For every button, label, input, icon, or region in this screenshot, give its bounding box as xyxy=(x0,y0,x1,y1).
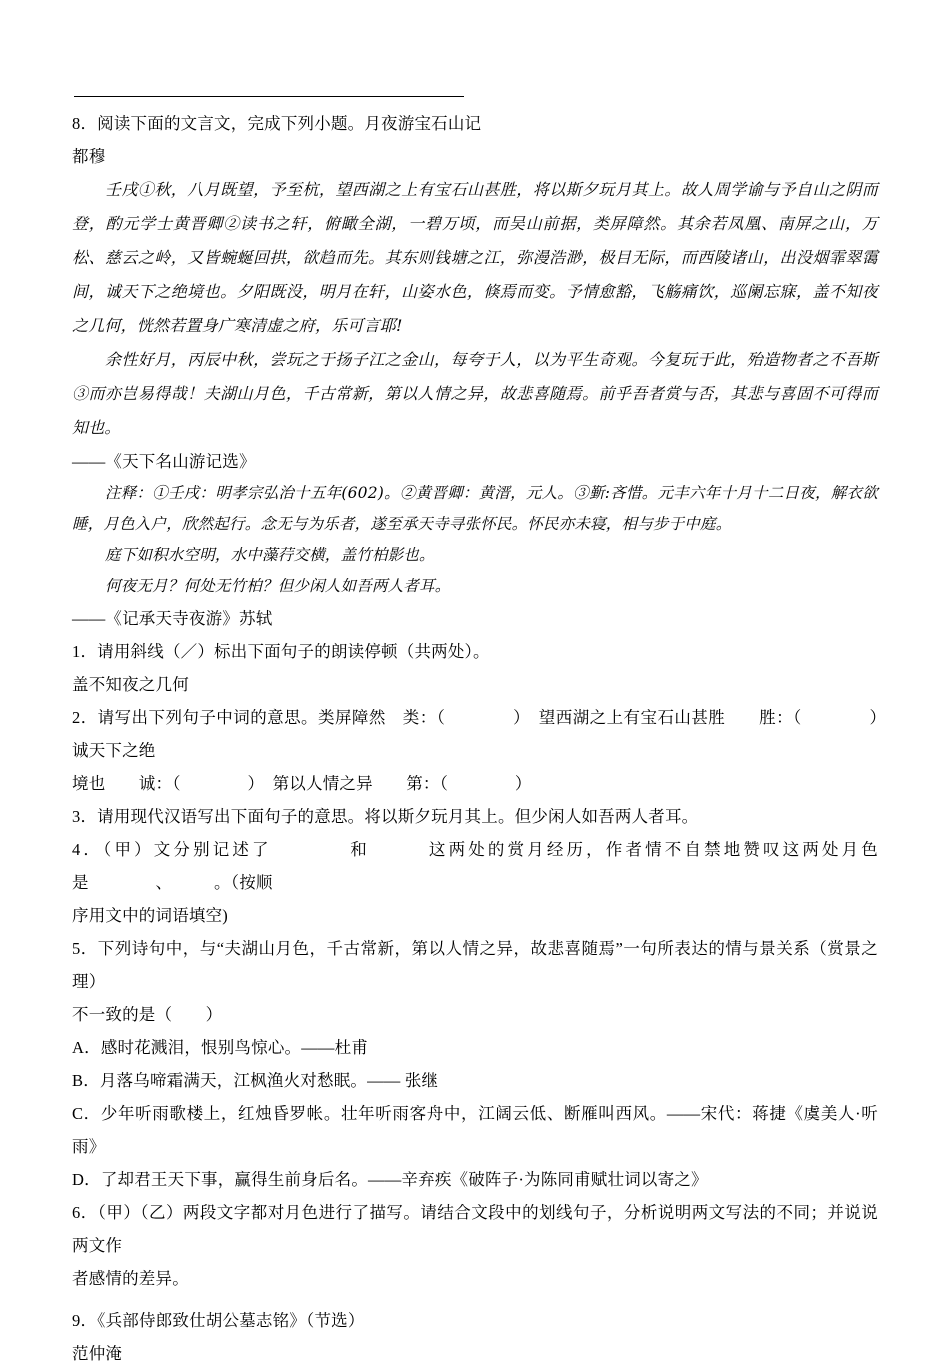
question-9-author: 范仲淹 xyxy=(72,1344,123,1363)
question-8-author: 都穆 xyxy=(72,147,106,166)
question-9: 9．《兵部侍郎致仕胡公墓志铭》（节选） xyxy=(72,1311,365,1330)
passage-paragraph-2: 余性好月，丙辰中秋，尝玩之于扬子江之金山，每夸于人，以为平生奇观。今复玩于此，殆造物者之不吾斯③而亦岂易得哉！夫湖山月色，千古常新，第以人情之异，故悲喜随焉。前乎吾者赏与否，其悲与喜固不可得而知也。 xyxy=(72,350,878,437)
passage-paragraph-1: 壬戌①秋，八月既望，予至杭，望西湖之上有宝石山甚胜，将以斯夕玩月其上。故人周学谕与予自山之阴而登，酌元学士黄晋卿②读书之轩，俯瞰全湖，一碧万顷，而吴山前据，类屏障然。其余若凤凰、南屏之山，万松、慈云之岭，又皆蜿蜒回拱，欲趋而先。其东则钱塘之江，弥漫浩渺，极目无际，而西陵诸山，出没烟霏翠霭间，诚天下之绝境也。夕阳既没，明月在轩，山姿水色，倏焉而变。予情愈豁，飞觞痛饮，巡阑忘寐，盖不知夜之几何，恍然若置身广寒清虚之府，乐可言耶! xyxy=(72,180,878,335)
option-d: D．了却君王天下事，赢得生前身后名。——辛弃疾《破阵子·为陈同甫赋壮词以寄之》 xyxy=(72,1170,708,1189)
passage-notes-3: 何夜无月？何处无竹柏？但少闲人如吾两人者耳。 xyxy=(105,577,451,595)
passage-notes-2: 庭下如积水空明，水中藻荇交横，盖竹柏影也。 xyxy=(105,546,435,564)
question-1: 1．请用斜线（／）标出下面句子的朗读停顿（共两处）。 xyxy=(72,642,490,661)
question-5: 5．下列诗句中，与“夫湖山月色，千古常新，第以人情之异，故悲喜随焉”一句所表达的情与景关系（赏景之理） xyxy=(72,939,878,991)
question-2-sub: 境也 诚：（ ） 第以人情之异 第：（ ） xyxy=(72,774,532,793)
question-4-sub: 序用文中的词语填空) xyxy=(72,906,228,925)
option-c: C．少年听雨歌楼上，红烛昏罗帐。壮年听雨客舟中，江阔云低、断雁叫西风。——宋代：蒋捷《虞美人·听雨》 xyxy=(72,1104,878,1156)
passage-source-1: ——《天下名山游记选》 xyxy=(72,452,256,471)
passage-notes: 注释：①壬戌：明孝宗弘治十五年(602)。②黄晋卿：黄溍，元人。③斳:吝惜。元丰六年十月十二日夜，解衣欲睡，月色入户，欣然起行。念无与为乐者，遂至承天寺寻张怀民。怀民亦未寝，相与步于中庭。 xyxy=(72,484,878,533)
question-4: 4．（甲）文分别记述了 和 这两处的赏月经历，作者情不自禁地赞叹这两处月色是 、 。（按顺 xyxy=(72,840,878,892)
header-rule xyxy=(74,96,464,97)
passage-source-2: ——《记承天寺夜游》苏轼 xyxy=(72,609,273,628)
question-6-sub: 者感情的差异。 xyxy=(72,1269,189,1288)
option-b: B．月落乌啼霜满天，江枫渔火对愁眠。—— 张继 xyxy=(72,1071,439,1090)
option-a: A．感时花溅泪，恨别鸟惊心。——杜甫 xyxy=(72,1038,369,1057)
question-8-prompt: 8．阅读下面的文言文，完成下列小题。月夜游宝石山记 xyxy=(72,114,482,133)
question-5-sub: 不一致的是（ ） xyxy=(72,1005,223,1024)
question-6: 6．（甲）（乙）两段文字都对月色进行了描写。请结合文段中的划线句子，分析说明两文写法的不同；并说说两文作 xyxy=(72,1203,878,1255)
question-2: 2．请写出下列句子中词的意思。类屏障然 类：（ ） 望西湖之上有宝石山甚胜 胜：（ ） 诚天下之绝 xyxy=(72,708,895,760)
question-1-sub: 盖不知夜之几何 xyxy=(72,675,189,694)
question-3: 3．请用现代汉语写出下面句子的意思。将以斯夕玩月其上。但少闲人如吾两人者耳。 xyxy=(72,807,699,826)
